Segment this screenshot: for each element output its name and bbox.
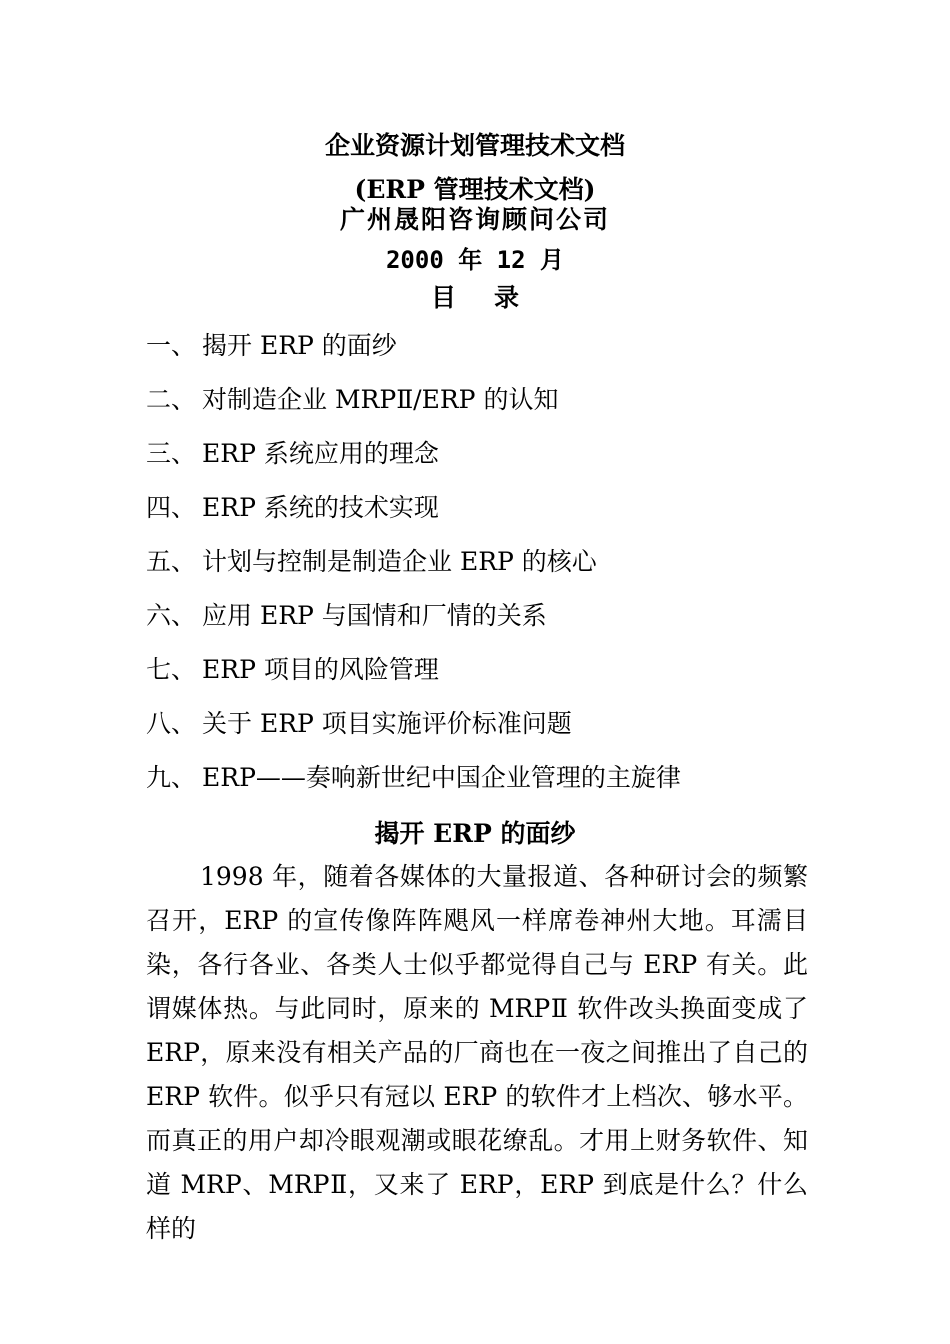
toc-item-number: 二、 <box>146 385 197 414</box>
toc-heading-right: 录 <box>494 283 520 312</box>
toc-heading-left: 目 <box>430 283 456 312</box>
toc-item-text: ERP 项目的风险管理 <box>202 655 439 684</box>
toc-item[interactable] <box>146 542 846 596</box>
section-heading: 揭开 ERP 的面纱 <box>374 819 576 848</box>
document-title: 企业资源计划管理技术文档 <box>324 131 625 160</box>
toc-item-text: 揭开 ERP 的面纱 <box>202 331 397 360</box>
toc-item-number: 九、 <box>146 763 197 792</box>
toc-item[interactable] <box>146 488 846 542</box>
toc-item-number: 四、 <box>146 493 197 522</box>
toc-item-number: 一、 <box>146 331 197 360</box>
toc-item-text: 计划与控制是制造企业 ERP 的核心 <box>202 547 597 576</box>
toc-item-text: 应用 ERP 与国情和厂情的关系 <box>202 601 547 630</box>
toc-heading <box>0 281 950 315</box>
toc-item-number: 六、 <box>146 601 197 630</box>
toc-item[interactable] <box>146 650 846 704</box>
toc-item-number: 三、 <box>146 439 197 468</box>
toc-item[interactable] <box>146 434 846 488</box>
table-of-contents <box>146 326 846 812</box>
toc-item-number: 七、 <box>146 655 197 684</box>
toc-item-text: 对制造企业 MRPⅡ/ERP 的认知 <box>202 385 559 414</box>
body-paragraph: 1998 年，随着各媒体的大量报道、各种研讨会的频繁召开，ERP 的宣传像阵阵飓风一样席卷神州大地。耳濡目染，各行各业、各类人士似乎都觉得自己与 ERP 有关。此谓媒体热。与此同时，原来的 MRPⅡ 软件改头换面变成了 ERP，原来没有相关产品的厂商也在一夜之间推出了自己的 ERP 软件。似乎只有冠以 ERP 的软件才上档次、够水平。而真正的用户却冷眼观潮或眼花缭乱。才用上财务软件、知道 MRP、MRPⅡ，又来了 ERP，ERP 到底是什么？什么样的 <box>146 862 808 1243</box>
document-date: 2000 年 12 月 <box>385 246 565 274</box>
toc-item-text: 关于 ERP 项目实施评价标准问题 <box>202 709 572 738</box>
company-name: 广州晟阳咨询顾问公司 <box>339 205 610 234</box>
toc-item-text: ERP 系统应用的理念 <box>202 439 439 468</box>
toc-item[interactable] <box>146 758 846 812</box>
toc-item[interactable] <box>146 380 846 434</box>
document-subtitle: (ERP 管理技术文档) <box>354 175 596 204</box>
toc-item[interactable] <box>146 326 846 380</box>
toc-item-number: 五、 <box>146 547 197 576</box>
toc-item-text: ERP 系统的技术实现 <box>202 493 439 522</box>
toc-item-number: 八、 <box>146 709 197 738</box>
toc-item[interactable] <box>146 596 846 650</box>
toc-item[interactable] <box>146 704 846 758</box>
toc-item-text: ERP——奏响新世纪中国企业管理的主旋律 <box>202 763 681 792</box>
